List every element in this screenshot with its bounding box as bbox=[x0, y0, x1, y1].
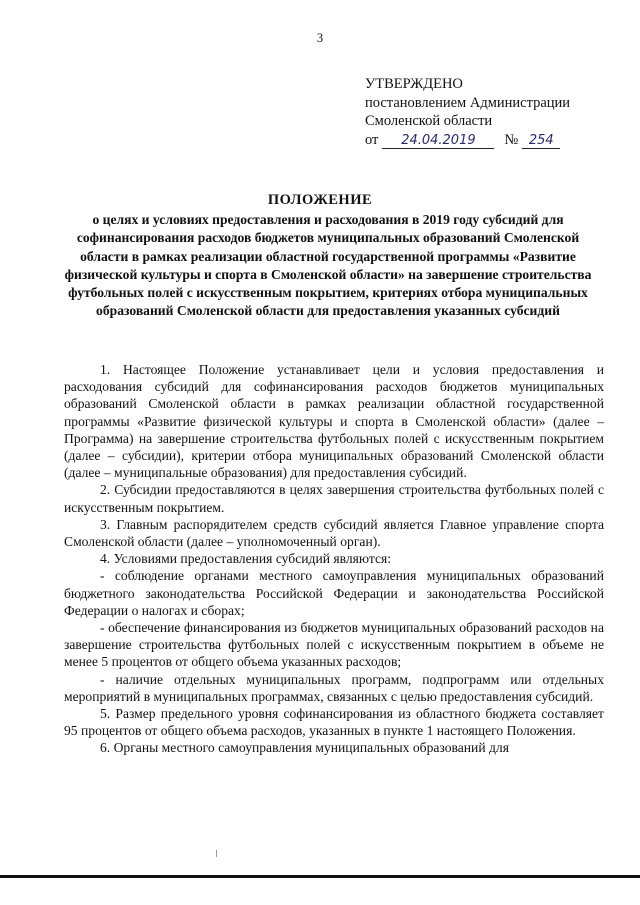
approval-block bbox=[365, 75, 615, 149]
handwritten-number: 254 bbox=[522, 134, 560, 149]
paragraph-4-item-3: - наличие отдельных муниципальных программ, подпрограмм или отдельных мероприятий в муниципальных программах, связанных с целью предоставления субсидий. bbox=[64, 671, 604, 704]
paragraph-2: 2. Субсидии предоставляются в целях завершения строительства футбольных полей с искусственным покрытием. bbox=[64, 482, 604, 515]
document-title: ПОЛОЖЕНИЕ bbox=[267, 192, 373, 208]
handwritten-date: 24.04.2019 bbox=[382, 134, 494, 149]
document-subtitle: о целях и условиях предоставления и расходования в 2019 году субсидий для софинансирования расходов бюджетов муниципальных образований Смоленской области в рамках реализации областной государственной программы «Развитие физической культуры и спорта в Смоленской области» на завершение строительства футбольных полей с искусственным покрытием, критериях отбора муниципальных образований Смоленской области для предоставления указанных субсидий bbox=[64, 212, 592, 319]
approval-line-1: постановлением Администрации bbox=[365, 94, 571, 111]
paragraph-4-item-1: - соблюдение органами местного самоуправления муниципальных образований бюджетного законодательства Российской Федерации и законодательства Российской Федерации о налогах и сборах; bbox=[64, 568, 604, 618]
approval-line-2: Смоленской области bbox=[365, 113, 493, 129]
paragraph-4: 4. Условиями предоставления субсидий являются: bbox=[100, 551, 392, 567]
scan-mark bbox=[216, 850, 217, 857]
number-prefix: № bbox=[504, 131, 519, 148]
date-prefix: от bbox=[365, 131, 379, 148]
approval-date-row bbox=[365, 131, 615, 150]
paragraph-5: 5. Размер предельного уровня софинансирования из областного бюджета составляет 95 процентов от общего объема расходов, указанных в пункте 1 настоящего Положения. bbox=[64, 706, 604, 739]
paragraph-1: 1. Настоящее Положение устанавливает цели и условия предоставления и расходования субсидий для софинансирования расходов бюджетов муниципальных образований Смоленской области в рамках реализации областной государственной программы «Развитие физической культуры и спорта в Смоленской области» (далее – Программа) на завершение строительства футбольных полей с искусственным покрытием (далее – субсидии), критерии отбора муниципальных образований Смоленской области (далее – муниципальные образования) для предоставления субсидий. bbox=[64, 362, 604, 481]
approval-title: УТВЕРЖДЕНО bbox=[365, 76, 463, 92]
page-number: 3 bbox=[316, 31, 324, 45]
paragraph-6: 6. Органы местного самоуправления муниципальных образований для bbox=[100, 740, 509, 756]
paragraph-4-item-2: - обеспечение финансирования из бюджетов муниципальных образований расходов на завершение строительства футбольных полей с искусственным покрытием в объеме не менее 5 процентов от общего объема указанных расходов; bbox=[64, 620, 604, 670]
bottom-rule bbox=[0, 875, 640, 878]
paragraph-3: 3. Главным распорядителем средств субсидий является Главное управление спорта Смоленской области (далее – уполномоченный орган). bbox=[64, 516, 604, 550]
document-body bbox=[64, 361, 604, 757]
